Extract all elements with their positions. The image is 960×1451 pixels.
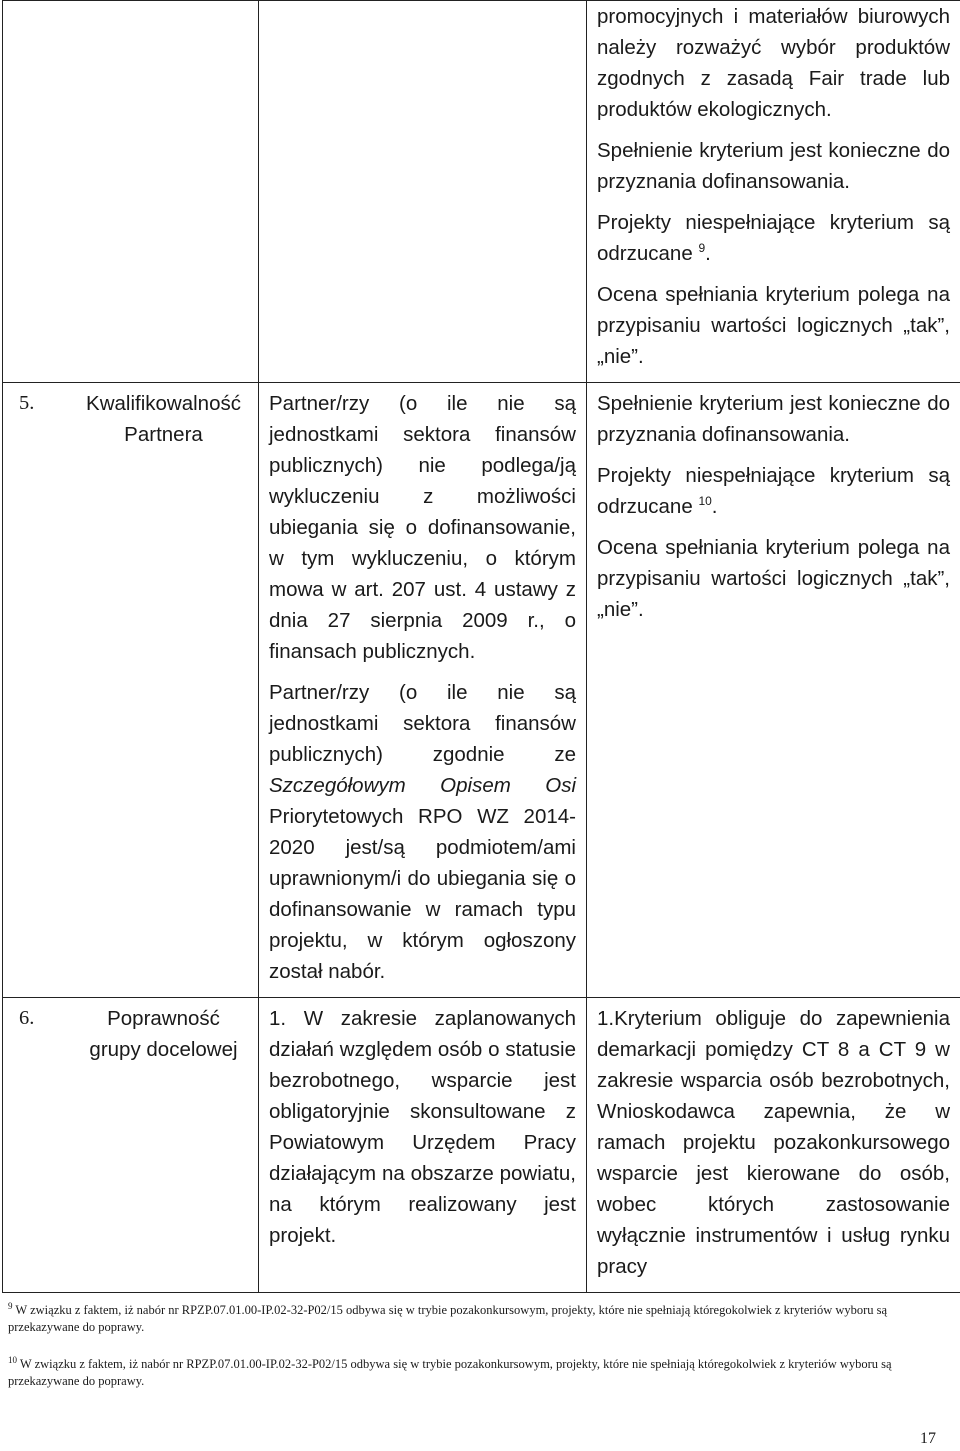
description-paragraph: Ocena spełniania kryterium polega na przypisaniu wartości logicznych „tak”, „nie”.	[597, 283, 950, 368]
criterion-description-cell	[587, 383, 960, 998]
criterion-label-cell	[3, 383, 259, 998]
footnote-text: W związku z faktem, iż nabór nr RPZP.07.01.00-IP.02-32-P02/15 odbywa się w trybie pozakonkursowym, projekty, które nie spełniają któregokolwiek z kryteriów wyboru są przekazywane do poprawy.	[8, 1303, 888, 1334]
description-text: Projekty niespełniające kryterium są odrzucane	[597, 211, 950, 265]
description-paragraph: Ocena spełniania kryterium polega na przypisaniu wartości logicznych „tak”, „nie”.	[597, 536, 950, 621]
page-number: 17	[920, 1430, 936, 1447]
criterion-name: Kwalifikowalność Partnera	[86, 392, 241, 446]
description-paragraph: Spełnienie kryterium jest konieczne do przyznania dofinansowania.	[597, 392, 950, 446]
definition-paragraph	[269, 677, 576, 987]
description-paragraph: Spełnienie kryterium jest konieczne do przyznania dofinansowania.	[597, 139, 950, 193]
description-paragraph: promocyjnych i materiałów biurowych należy rozważyć wybór produktów zgodnych z zasadą Fair trade lub produktów ekologicznych.	[597, 5, 950, 121]
criterion-definition-cell	[259, 1, 587, 383]
criterion-number: 6.	[19, 1007, 35, 1029]
criterion-label-cell	[3, 1, 259, 383]
footnote	[8, 1356, 938, 1390]
criterion-number: 5.	[19, 392, 35, 414]
criterion-description-cell	[587, 998, 960, 1293]
definition-paragraph: 1. W zakresie zaplanowanych działań względem osób o statusie bezrobotnego, wsparcie jest obligatoryjnie skonsultowane z Powiatowym Urzędem Pracy działającym na obszarze powiatu, na którym realizowany jest projekt.	[269, 1007, 576, 1247]
criterion-definition-cell	[259, 383, 587, 998]
criterion-definition-cell	[259, 998, 587, 1293]
table-row	[3, 1, 960, 383]
criterion-description-cell	[587, 1, 960, 383]
description-paragraph: Projekty niespełniające kryterium są odrzucane $^{10}$.	[597, 464, 950, 518]
table-row	[3, 383, 960, 998]
table-row	[3, 998, 960, 1293]
definition-text: Partner/rzy (o ile nie są jednostkami sektora finansów publicznych) zgodnie ze	[269, 681, 576, 766]
footnote-ref: 10	[698, 494, 712, 509]
footnote-separator	[8, 1292, 290, 1293]
footnote-text: W związku z faktem, iż nabór nr RPZP.07.01.00-IP.02-32-P02/15 odbywa się w trybie pozakonkursowym, projekty, które nie spełniają któregokolwiek z kryteriów wyboru są przekazywane do poprawy.	[8, 1357, 892, 1388]
footnote-ref: 9	[698, 241, 706, 256]
criterion-name: Poprawność grupy docelowej	[89, 1007, 238, 1061]
criterion-label-cell	[3, 998, 259, 1293]
footnote-number: 9	[8, 1300, 13, 1311]
description-paragraph: 1.Kryterium obliguje do zapewnienia demarkacji pomiędzy CT 8 a CT 9 w zakresie wsparcia osób bezrobotnych, Wnioskodawca zapewnia, że w ramach projektu pozakonkursowego wsparcie jest kierowane do osób, wobec których zastosowanie wyłącznie instrumentów i usług rynku pracy	[597, 1007, 950, 1278]
definition-text: Priorytetowych RPO WZ 2014-2020 jest/są podmiotem/ami uprawnionym/i do ubiegania się o dofinansowanie w ramach typu projektu, w którym ogłoszony został nabór.	[269, 805, 576, 983]
criteria-table	[2, 0, 960, 1293]
description-text: Projekty niespełniające kryterium są odrzucane	[597, 464, 950, 518]
footnote	[8, 1302, 938, 1336]
footnote-number: 10	[8, 1354, 17, 1365]
description-paragraph: Projekty niespełniające kryterium są odrzucane $^9$.	[597, 211, 950, 265]
document-title: Szczegółowym Opisem Osi	[269, 774, 576, 797]
definition-paragraph: Partner/rzy (o ile nie są jednostkami sektora finansów publicznych) nie podlega/ją wykluczeniu z możliwości ubiegania się o dofinansowanie, w tym wykluczeniu, o którym mowa w art. 207 ust. 4 ustawy z dnia 27 sierpnia 2009 r., o finansach publicznych.	[269, 392, 576, 663]
